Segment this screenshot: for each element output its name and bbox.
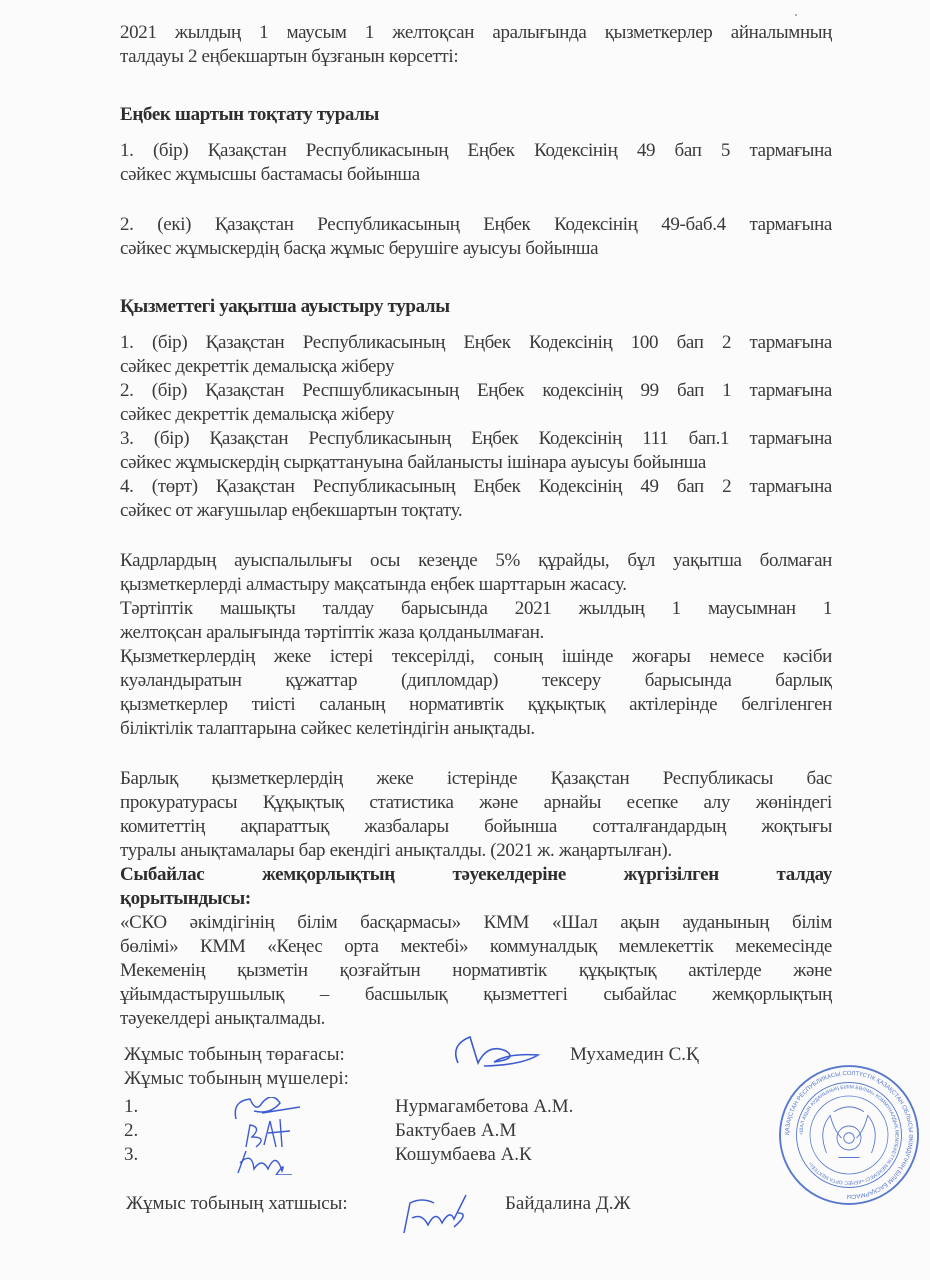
section1-item-1-line-2: сәйкес жұмысшы бастамасы бойынша [120,164,420,185]
document-body [120,0,832,1216]
chair-name: Мухамедин С.Қ [570,1044,699,1065]
section1-item-1-line-1: 1. (бір) Қазақстан Республикасының Еңбек Кодексінің 49 бап 5 тармағына [120,140,832,161]
turnover-line-1: Кадрлардың ауыспалылығы осы кезеңде 5% құрайды, бұл уақытша болмаған [120,550,832,571]
records-line-2: прокуратурасы Құқықтық статистика және арнайы есепке алу жөніндегі [120,792,832,813]
secretary-row [120,1192,832,1216]
intro-line-2: талдауы 2 еңбекшартын бұзғанын көрсетті: [120,46,459,67]
member-3-signature [238,1151,292,1175]
section2-item-4-line-1: 4. (төрт) Қазақстан Республикасының Еңбек Кодексінің 49 бап 2 тармағына [120,476,832,497]
section-title-temporary-transfer: Қызметтегі уақытша ауыстыру туралы [120,296,450,317]
records-line-4: туралы анықтамалары бар екендігі анықталды. (2021 ж. жаңартылған). [120,840,672,861]
member-signatures [230,1097,310,1175]
corruption-body-line-3: Мекеменің қызметін қозғайтын нормативтік құқықтық актілерде және [120,960,832,981]
scan-speck [795,14,797,16]
member-1-number: 1. [124,1096,139,1117]
personal-files-line-2: куәландыратын құжаттар (дипломдар) тексеру барысында барлық [120,670,832,691]
section2-item-3-line-2: сәйкес жұмыскердің сырқаттануына байланысты ішінара ауысуы бойынша [120,452,706,473]
section2-item-2-line-1: 2. (бір) Қазақстан Респшубликасының Еңбек кодексінің 99 бап 1 тармағына [120,380,832,401]
turnover-line-2: қызметкерлерді алмастыру мақсатында еңбек шарттарын жасасу. [120,574,627,595]
discipline-line-1: Тәртіптік машықты талдау барысында 2021 жылдың 1 маусымнан 1 [120,598,832,619]
member-1-name: Нурмагамбетова А.М. [395,1096,574,1117]
member-1-row [120,1095,832,1119]
section2-item-1-line-2: сәйкес декреттік демалысқа жіберу [120,356,395,377]
corruption-body-line-5: тәуекелдері анықталмады. [120,1008,326,1029]
official-stamp-wrap [774,1060,924,1210]
section2-item-4-line-2: сәйкес от жағушылар еңбекшартын тоқтату. [120,500,463,521]
stamp-inner-ring [797,1083,902,1188]
corruption-body-line-2: бөлімі» КММ «Кеңес орта мектебі» коммуналдық мемлекеттік мекемесінде [120,936,832,957]
official-stamp [774,1060,924,1210]
section1-item-2-line-1: 2. (екі) Қазақстан Республикасының Еңбек Кодексінің 49-баб.4 тармағына [120,214,832,235]
corruption-title-line-1: Сыбайлас жемқорлықтың тәуекелдеріне жүргізілген талдау [120,864,832,885]
stamp-emblem [823,1107,875,1158]
stamp-outer-text: ҚАЗАҚСТАН РЕСПУБЛИКАСЫ СОЛТҮСТІК ҚАЗАҚСТАН ОБЛЫСЫ ӘКІМДІГІНІҢ БІЛІМ БАСҚАРМАСЫ [784,1070,914,1200]
stamp-emblem-ring [810,1096,888,1174]
section2-item-2-line-2: сәйкес декреттік демалысқа жіберу [120,404,395,425]
stamp-inner-text: «ШАЛ АҚЫН АУДАНЫНЫҢ БІЛІМ БӨЛІМІ» КОММУНАЛДЫҚ МЕМЛЕКЕТТІК МЕКЕМЕСІ «КЕҢЕС ОРТА МЕКТЕБІ» [799,1085,899,1185]
member-3-number: 3. [124,1144,139,1165]
intro-line-1: 2021 жылдың 1 маусым 1 желтоқсан аралығында қызметкерлер айналымның [120,22,832,43]
member-3-row [120,1143,832,1167]
secretary-label: Жұмыс тобының хатшысы: [126,1193,348,1214]
corruption-body-line-1: «СКО әкімдігінің білім басқармасы» КММ «Шал ақын ауданының білім [120,912,832,933]
chair-signature [450,1029,560,1069]
secretary-signature [402,1193,472,1239]
chair-label: Жұмыс тобының төрағасы: [124,1044,345,1065]
personal-files-line-4: біліктілік талаптарына сәйкес келетіндігін анықтады. [120,718,535,739]
member-2-row [120,1119,832,1143]
member-2-name: Бактубаев А.М [395,1120,517,1141]
members-label-row [120,1067,832,1091]
section-title-contract-termination: Еңбек шартын тоқтату туралы [120,104,380,125]
personal-files-line-1: Қызметкерлердің жеке істері тексерілді, соның ішінде жоғары немесе кәсіби [120,646,832,667]
discipline-line-2: желтоқсан аралығында тәртіптік жаза қолданылмаған. [120,622,544,643]
section2-item-1-line-1: 1. (бір) Қазақстан Республикасының Еңбек Кодексінің 100 бап 2 тармағына [120,332,832,353]
signature-block [120,1043,832,1216]
secretary-name: Байдалина Д.Ж [505,1193,631,1214]
section1-item-2-line-2: сәйкес жұмыскердің басқа жұмыс берушіге ауысуы бойынша [120,238,599,259]
personal-files-line-3: қызметкерлер тиісті саланың нормативтік құқықтық актілерінде белгіленген [120,694,832,715]
member-2-signature [246,1119,290,1147]
members-label: Жұмыс тобының мүшелері: [124,1068,349,1089]
records-line-1: Барлық қызметкерлердің жеке істерінде Қазақстан Республикасы бас [120,768,832,789]
section2-item-3-line-1: 3. (бір) Қазақстан Республикасының Еңбек Кодексінің 111 бап.1 тармағына [120,428,832,449]
member-3-name: Кошумбаева А.К [395,1144,532,1165]
corruption-body-line-4: ұйымдастырушылық – басшылық қызметтегі сыбайлас жемқорлықтың [120,984,832,1005]
corruption-title-line-2: қорытындысы: [120,888,251,909]
records-line-3: комитеттің ақпараттық жазбалары бойынша сотталғандардың жоқтығы [120,816,832,837]
member-1-signature [235,1097,300,1119]
member-2-number: 2. [124,1120,139,1141]
